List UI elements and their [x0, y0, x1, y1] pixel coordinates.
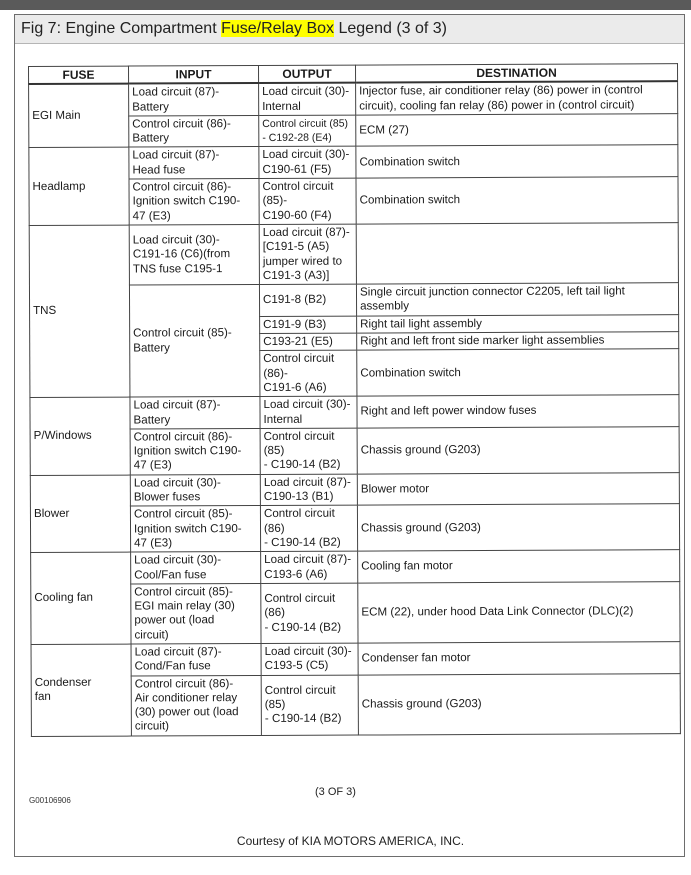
destination-cell: ECM (22), under hood Data Link Connector (DLC)(2) — [358, 581, 680, 643]
output-cell: Control circuit (85) - C192-28 (E4) — [259, 115, 356, 147]
input-cell: Load circuit (30)- C191-16 (C6)(from TNS fuse C195-1 — [129, 224, 259, 285]
destination-cell: Combination switch — [357, 349, 679, 396]
destination-cell: Blower motor — [357, 472, 679, 505]
title-suffix: Legend (3 of 3) — [334, 20, 447, 37]
fuse-cell: Cooling fan — [31, 552, 131, 644]
destination-cell: Chassis ground (G203) — [358, 673, 680, 735]
page-label: (3 OF 3) — [315, 786, 356, 798]
header-output: OUTPUT — [259, 65, 356, 83]
table-row — [31, 550, 680, 584]
input-cell: Control circuit (86)- Ignition switch C190- 47 (E3) — [129, 179, 259, 225]
destination-cell: Chassis ground (G203) — [357, 426, 679, 473]
table-row — [29, 223, 678, 286]
header-fuse: FUSE — [29, 66, 129, 84]
table-row — [30, 395, 679, 429]
destination-cell: Right and left power window fuses — [357, 395, 679, 428]
input-cell: Load circuit (87)- Head fuse — [129, 147, 259, 179]
output-cell: Load circuit (87)- C190-13 (B1) — [260, 474, 357, 506]
figure-title — [15, 15, 684, 44]
fuse-cell: EGI Main — [29, 84, 129, 148]
output-cell: C191-9 (B3) — [260, 316, 357, 334]
output-cell: Control circuit (85) - C190-14 (B2) — [260, 428, 357, 474]
output-cell: Load circuit (30)- C190-61 (F5) — [259, 147, 356, 179]
output-cell: Load circuit (87)- [C191-5 (A5) jumper wired to C191-3 (A3)] — [259, 224, 356, 285]
input-cell: Control circuit (86)- Ignition switch C190- 47 (E3) — [130, 428, 260, 474]
destination-cell: Combination switch — [356, 177, 678, 224]
header-input: INPUT — [129, 65, 259, 83]
output-cell: C193-21 (E5) — [260, 333, 357, 351]
destination-cell: Chassis ground (G203) — [357, 504, 679, 551]
title-prefix: Fig 7: Engine Compartment — [21, 20, 222, 37]
output-cell: C191-8 (B2) — [259, 284, 356, 316]
output-cell: Control circuit (86)- C191-6 (A6) — [260, 350, 357, 396]
fuse-cell: Blower — [30, 475, 130, 553]
output-cell: Load circuit (30)- Internal — [260, 396, 357, 428]
table-row — [31, 642, 680, 676]
legend-table — [28, 63, 681, 737]
destination-cell: Combination switch — [356, 145, 678, 178]
input-cell: Load circuit (87)- Battery — [130, 397, 260, 429]
output-cell: Load circuit (30)- Internal — [259, 83, 356, 116]
destination-cell: Single circuit junction connector C2205, left tail light assembly — [356, 283, 678, 316]
input-cell: Load circuit (30)- Cool/Fan fuse — [131, 552, 261, 584]
input-cell: Load circuit (87)- Cond/Fan fuse — [131, 643, 261, 675]
input-cell: Control circuit (85)- EGI main relay (30) power out (load circuit) — [131, 583, 261, 644]
table-row — [30, 472, 679, 506]
figure-frame — [14, 14, 685, 857]
destination-cell: Cooling fan motor — [358, 550, 680, 583]
destination-cell: Injector fuse, air conditioner relay (86) power in (control circuit), cooling fan relay (86) power in (control circuit) — [356, 81, 678, 114]
destination-cell: ECM (27) — [356, 114, 678, 147]
top-bar — [0, 0, 691, 10]
destination-cell: Right tail light assembly — [357, 314, 679, 333]
header-destination: DESTINATION — [355, 64, 677, 83]
output-cell: Control circuit (86) - C190-14 (B2) — [261, 583, 358, 644]
input-cell: Control circuit (85)- Ignition switch C190- 47 (E3) — [130, 506, 260, 552]
output-cell: Control circuit (85) - C190-14 (B2) — [261, 675, 358, 736]
destination-cell: Condenser fan motor — [358, 642, 680, 675]
fuse-cell: P/Windows — [30, 397, 130, 475]
figure-number: G00106906 — [29, 796, 71, 805]
destination-cell: Right and left front side marker light assemblies — [357, 332, 679, 351]
input-cell: Load circuit (30)- Blower fuses — [130, 474, 260, 506]
input-cell: Control circuit (85)- Battery — [129, 285, 259, 398]
destination-cell — [356, 223, 678, 285]
fuse-cell: Condenser fan — [31, 644, 131, 736]
output-cell: Control circuit (85)- C190-60 (F4) — [259, 178, 356, 224]
output-cell: Control circuit (86) - C190-14 (B2) — [260, 505, 357, 551]
courtesy-caption: Courtesy of KIA MOTORS AMERICA, INC. — [236, 834, 465, 848]
output-cell: Load circuit (87)- C193-6 (A6) — [261, 551, 358, 583]
fuse-cell: Headlamp — [29, 148, 129, 226]
title-highlight: Fuse/Relay Box — [221, 20, 335, 37]
fuse-cell: TNS — [29, 225, 130, 398]
input-cell: Load circuit (87)- Battery — [129, 83, 259, 116]
table-row — [29, 81, 678, 116]
output-cell: Load circuit (30)- C193-5 (C5) — [261, 643, 358, 675]
table-row — [29, 145, 678, 179]
input-cell: Control circuit (86)- Air conditioner relay (30) power out (load circuit) — [131, 675, 261, 736]
input-cell: Control circuit (86)- Battery — [129, 115, 259, 147]
